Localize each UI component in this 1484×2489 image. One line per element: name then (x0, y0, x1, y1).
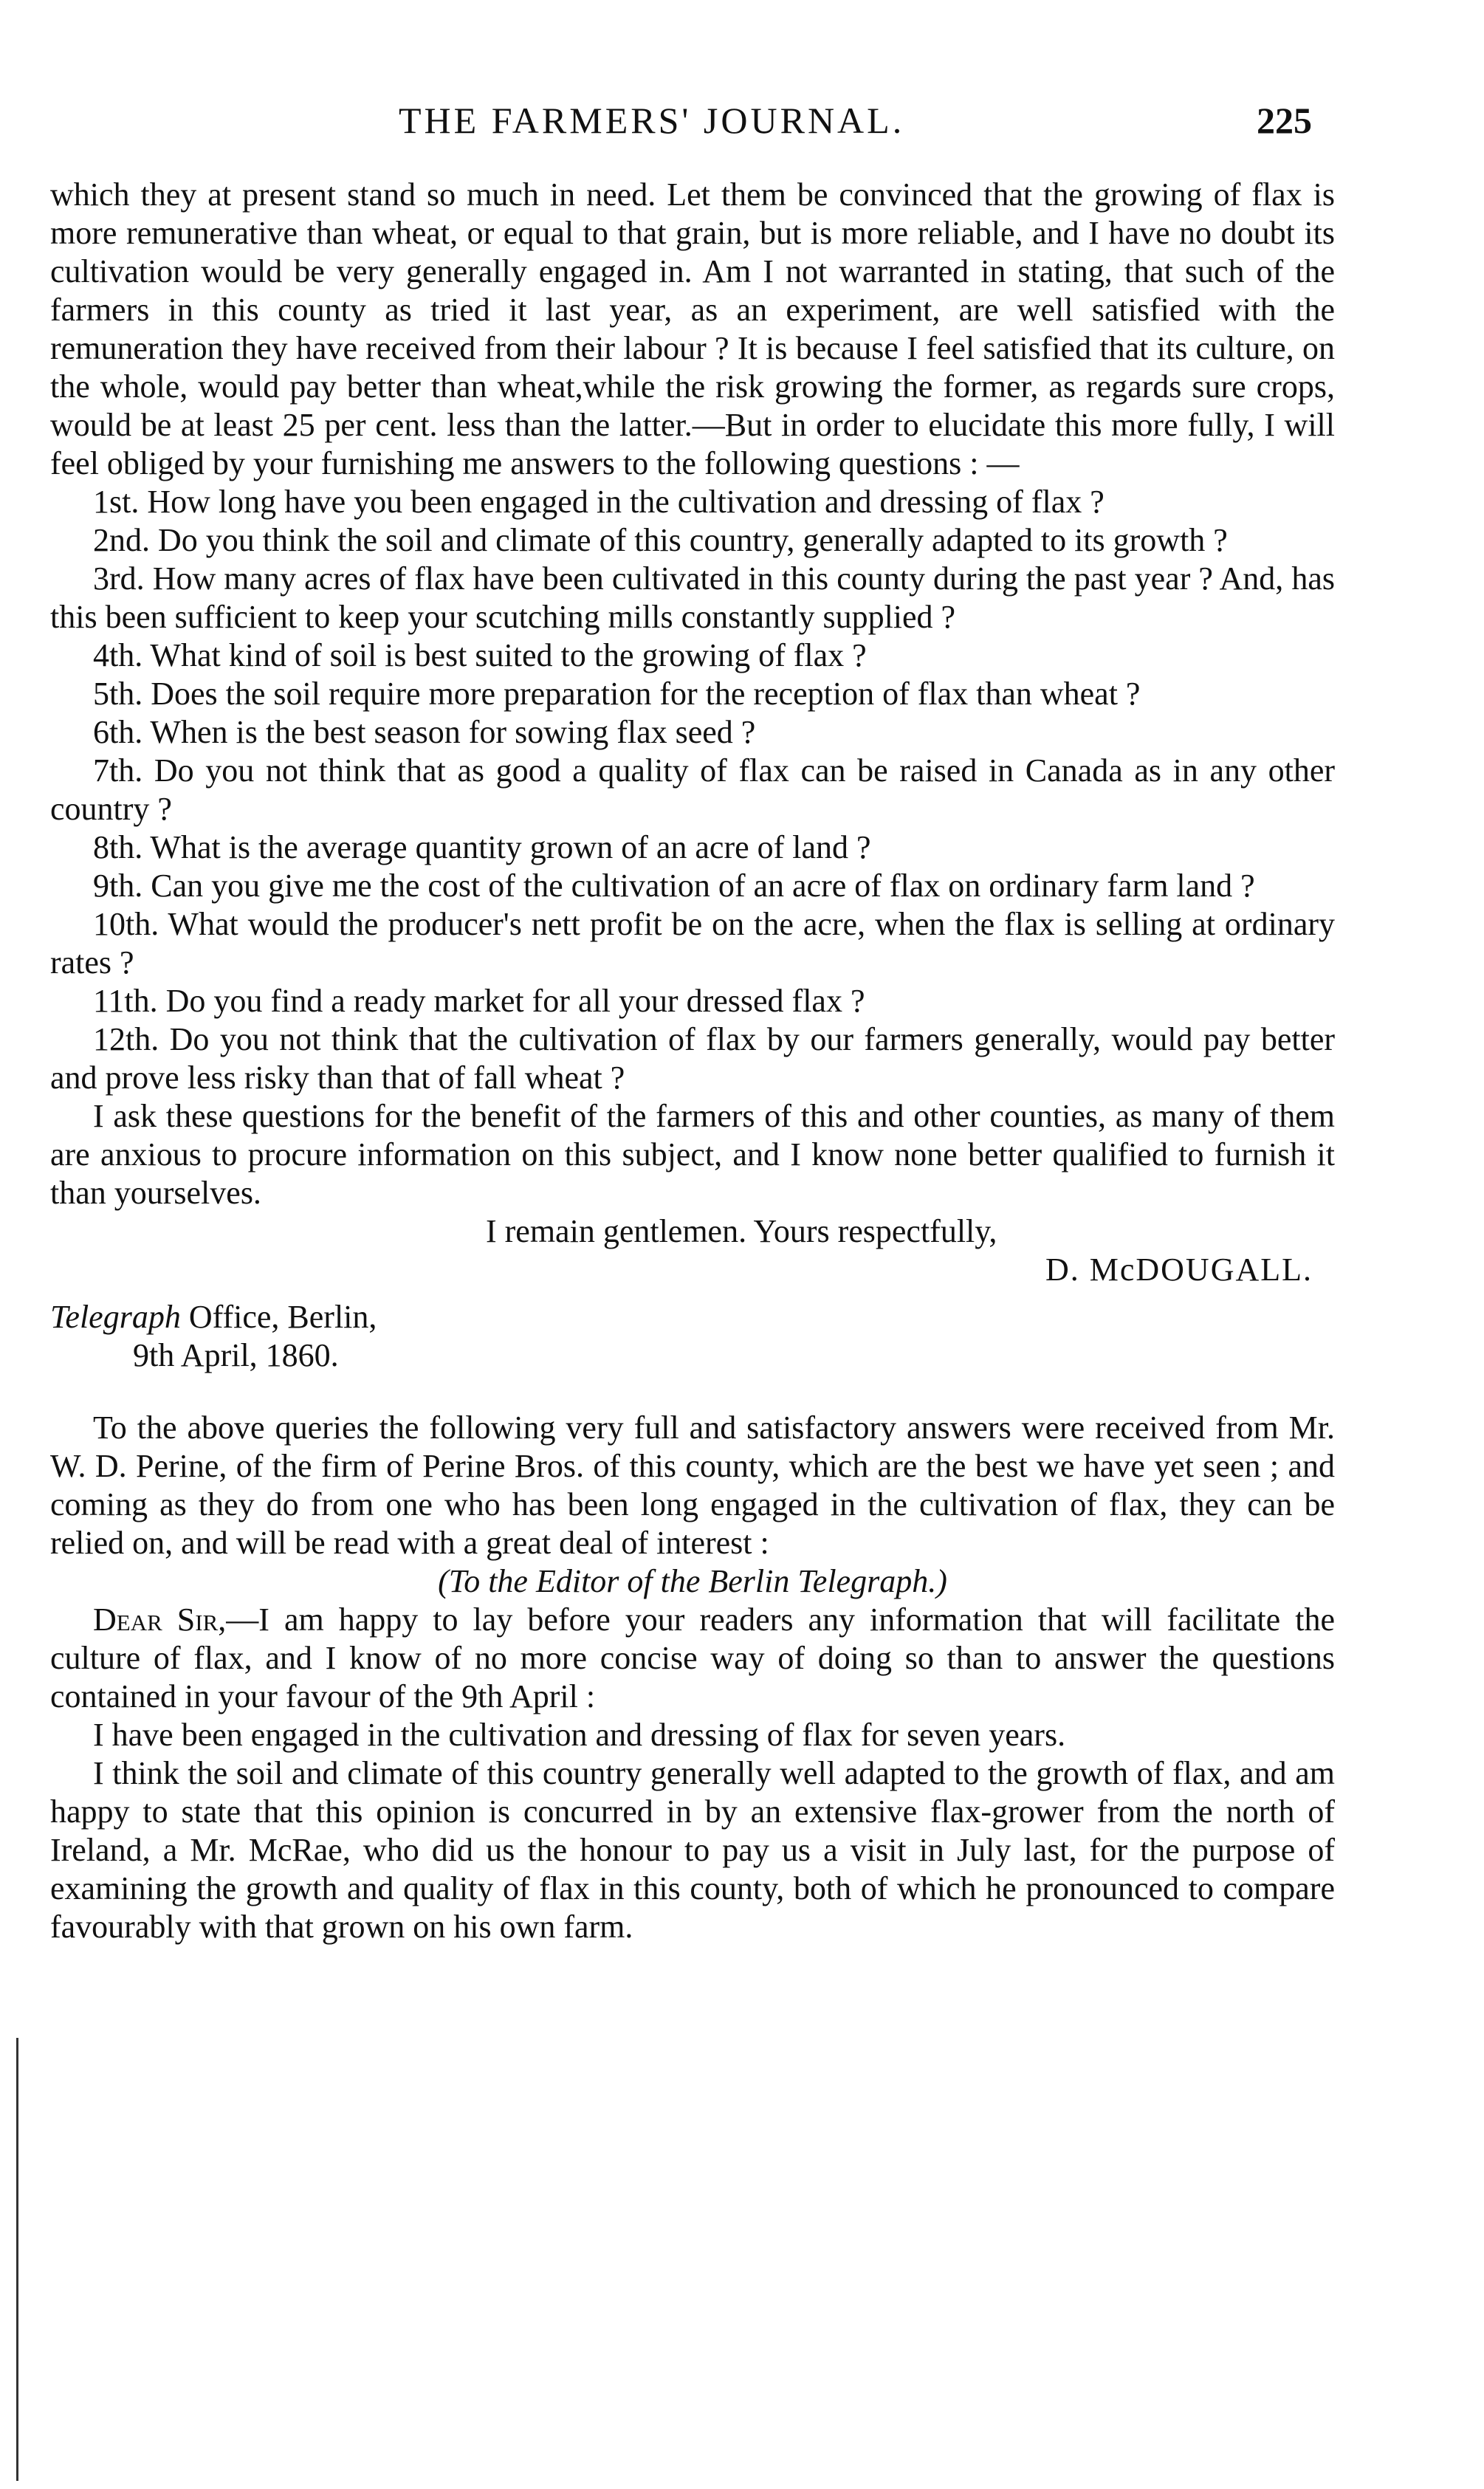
running-head: THE FARMERS' JOURNAL. (399, 100, 905, 141)
question-8: 8th. What is the average quantity grown of an acre of land ? (93, 829, 871, 865)
dateline-place-rest: Office, Berlin, (180, 1299, 377, 1335)
editorial-intro: To the above queries the following very full and satisfactory answers were received from Mr. W. D. Perine, of the firm of Perine Bros. of this county, which are the best we have yet seen ; and coming as they do from one who has been long engaged in the cultivation of flax, they can be relied on, and will be read with a great deal of interest : (50, 1410, 1335, 1561)
question-10: 10th. What would the producer's nett profit be on the acre, when the flax is selling at ordinary rates ? (50, 906, 1335, 981)
question-2: 2nd. Do you think the soil and climate of this country, generally adapted to its growth ? (93, 522, 1228, 558)
section-gap (50, 1375, 1335, 1409)
reply-answer-2: I think the soil and climate of this country generally well adapted to the growth of flax, and am happy to state that this opinion is concurred in by an extensive flax-grower from the north of Ireland, a Mr. McRae, who did us the honour to pay us a visit in July last, for the purpose of examining the growth and quality of flax in this county, both of which he pronounced to compare favourably with that grown on his own farm. (50, 1755, 1335, 1945)
reply-answer-1: I have been engaged in the cultivation and dressing of flax for seven years. (93, 1717, 1066, 1753)
page-number: 225 (1257, 100, 1312, 141)
question-12: 12th. Do you not think that the cultivation of flax by our farmers generally, would pay better and prove less risky than that of fall wheat ? (50, 1021, 1335, 1096)
question-6: 6th. When is the best season for sowing flax seed ? (93, 714, 756, 750)
closing-paragraph: I ask these questions for the benefit of the farmers of this and other counties, as many of them are anxious to procure information on this subject, and I know none better qualified to furnish it than yourselves. (50, 1098, 1335, 1211)
question-7: 7th. Do you not think that as good a quality of flax can be raised in Canada as in any other country ? (50, 752, 1335, 827)
dateline-date: 9th April, 1860. (133, 1337, 339, 1373)
dateline-place-italic: Telegraph (50, 1299, 181, 1335)
editor-heading: (To the Editor of the Berlin Telegraph.) (438, 1563, 947, 1599)
question-4: 4th. What kind of soil is best suited to the growing of flax ? (93, 637, 867, 673)
dateline (50, 1298, 1335, 1375)
dateline-place (50, 1298, 1335, 1336)
question-11: 11th. Do you find a ready market for all your dressed flax ? (93, 983, 865, 1019)
margin-rule (16, 2038, 18, 2481)
question-9: 9th. Can you give me the cost of the cultivation of an acre of flax on ordinary farm land ? (93, 868, 1255, 904)
reply-opening (50, 1601, 1335, 1716)
intro-paragraph: which they at present stand so much in need. Let them be convinced that the growing of flax is more remunerative than wheat, or equal to that grain, but is more reliable, and I have no doubt its cultivation would be very generally engaged in. Am I not warranted in stating, that such of the farmers in this county as tried it last year, as an experiment, are well satisfied with the remuneration they have received from their labour ? It is because I feel satisfied that its culture, on the whole, would pay better than wheat,while the risk growing the former, as regards sure crops, would be at least 25 per cent. less than the latter.—But in order to elucidate this more fully, I will feel obliged by your furnishing me answers to the following questions : — (50, 176, 1335, 481)
signoff-line: I remain gentlemen. Yours respectfully, (486, 1213, 997, 1249)
reply-opening-text: —I am happy to lay before your readers any information that will facilitate the culture of flax, and I know of no more concise way of doing so than to answer the questions contained in your favour of the 9th April : (50, 1601, 1335, 1714)
question-1: 1st. How long have you been engaged in the cultivation and dressing of flax ? (93, 484, 1105, 520)
question-5: 5th. Does the soil require more preparation for the reception of flax than wheat ? (93, 676, 1141, 712)
salutation: Dear Sir, (93, 1601, 227, 1638)
article-body (50, 176, 1335, 1946)
signature: D. McDOUGALL. (1045, 1252, 1313, 1288)
question-3: 3rd. How many acres of flax have been cultivated in this county during the past year ? And, has this been sufficient to keep your scutching mills constantly supplied ? (50, 560, 1335, 635)
